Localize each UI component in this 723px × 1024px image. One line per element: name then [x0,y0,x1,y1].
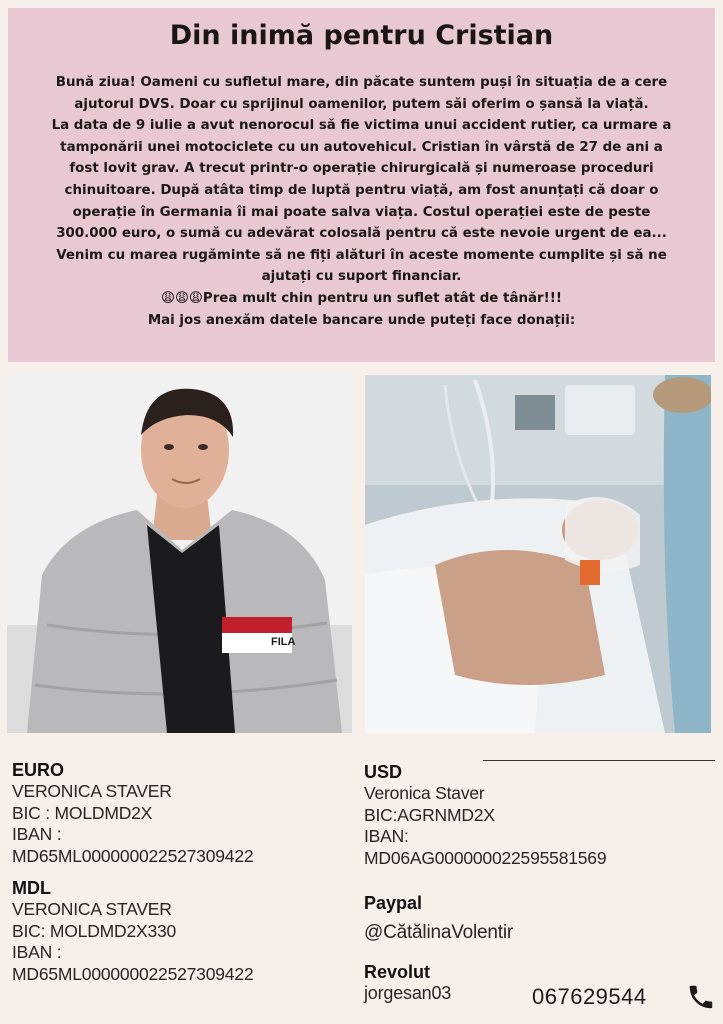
paypal-account [364,893,513,944]
story-line: chinuitoare. După atâta timp de luptă pentru viață, am fost anunțați că doar o [64,182,659,198]
story-line: 300.000 euro, o sumă cu adevărat colosală pentru că este nevoie urgent de ea... [56,226,667,242]
revolut-handle: jorgesan03 [364,983,452,1003]
usd-name: Veronica Staver [364,783,485,803]
mdl-bic: BIC: MOLDMD2X330 [12,920,177,941]
story-line: Mai jos anexăm datele bancare unde puteți face donații: [147,312,576,328]
appeal-text [18,72,705,331]
story-line: 😩😩😩Prea mult chin pentru un suflet atât de tânăr!!! [161,290,562,306]
story-line: La data de 9 iulie a avut nenorocul să fie victima unui accident rutier, ca urmare a [51,118,672,134]
revolut-account [364,962,451,1005]
usd-iban: MD06AG000000022595581569 [364,847,607,868]
header-banner [8,8,715,362]
page-title: Din inimă pentru Cristian [169,20,554,51]
hospital-photo [365,375,711,733]
portrait-illustration [7,375,352,733]
story-line: tamponării unei motociclete cu un autovehicul. Cristian în vârstă de 27 de ani a [60,139,663,155]
mdl-iban: MD65ML000000022527309422 [12,963,254,984]
hospital-illustration [365,375,711,733]
euro-bic: BIC : MOLDMD2X [12,802,153,823]
euro-account [12,760,253,867]
story-line: fost lovit grav. A trecut printr-o operație chirurgicală și numeroase proceduri [69,161,654,177]
mdl-name: VERONICA STAVER [12,899,172,919]
revolut-title: Revolut [364,962,431,982]
mdl-title: MDL [12,878,51,898]
story-line: operație în Germania îi mai poate salva viața. Costul operației este de peste [72,204,651,220]
usd-account [364,762,606,869]
story-line: Bună ziua! Oameni cu sufletul mare, din păcate suntem puși în situația de a cere [55,75,668,90]
story-line: Venim cu marea rugăminte să ne fiți alături în aceste momente cumplite și să ne [56,247,667,263]
jacket-logo: FILA [271,636,296,648]
euro-iban-label: IBAN : [12,824,62,844]
euro-title: EURO [12,760,65,780]
paypal-handle: @CătălinaVolentir [364,922,513,943]
paypal-title: Paypal [364,893,423,913]
story-line: ajutați cu suport financiar. [261,269,462,285]
usd-bic: BIC:AGRNMD2X [364,804,495,825]
mdl-iban-label: IBAN : [12,942,62,962]
section-divider [483,760,715,761]
euro-name: VERONICA STAVER [12,781,172,801]
mdl-account [12,878,253,985]
usd-iban-label: IBAN: [364,826,409,846]
phone-number: 067629544 [532,984,647,1009]
portrait-photo [7,375,352,733]
phone-icon [686,982,716,1012]
euro-iban: MD65ML000000022527309422 [12,845,254,866]
usd-title: USD [364,762,403,782]
story-line: ajutorul DVS. Doar cu sprijinul oamenilor, putem săi oferim o șansă la viață. [74,96,649,112]
